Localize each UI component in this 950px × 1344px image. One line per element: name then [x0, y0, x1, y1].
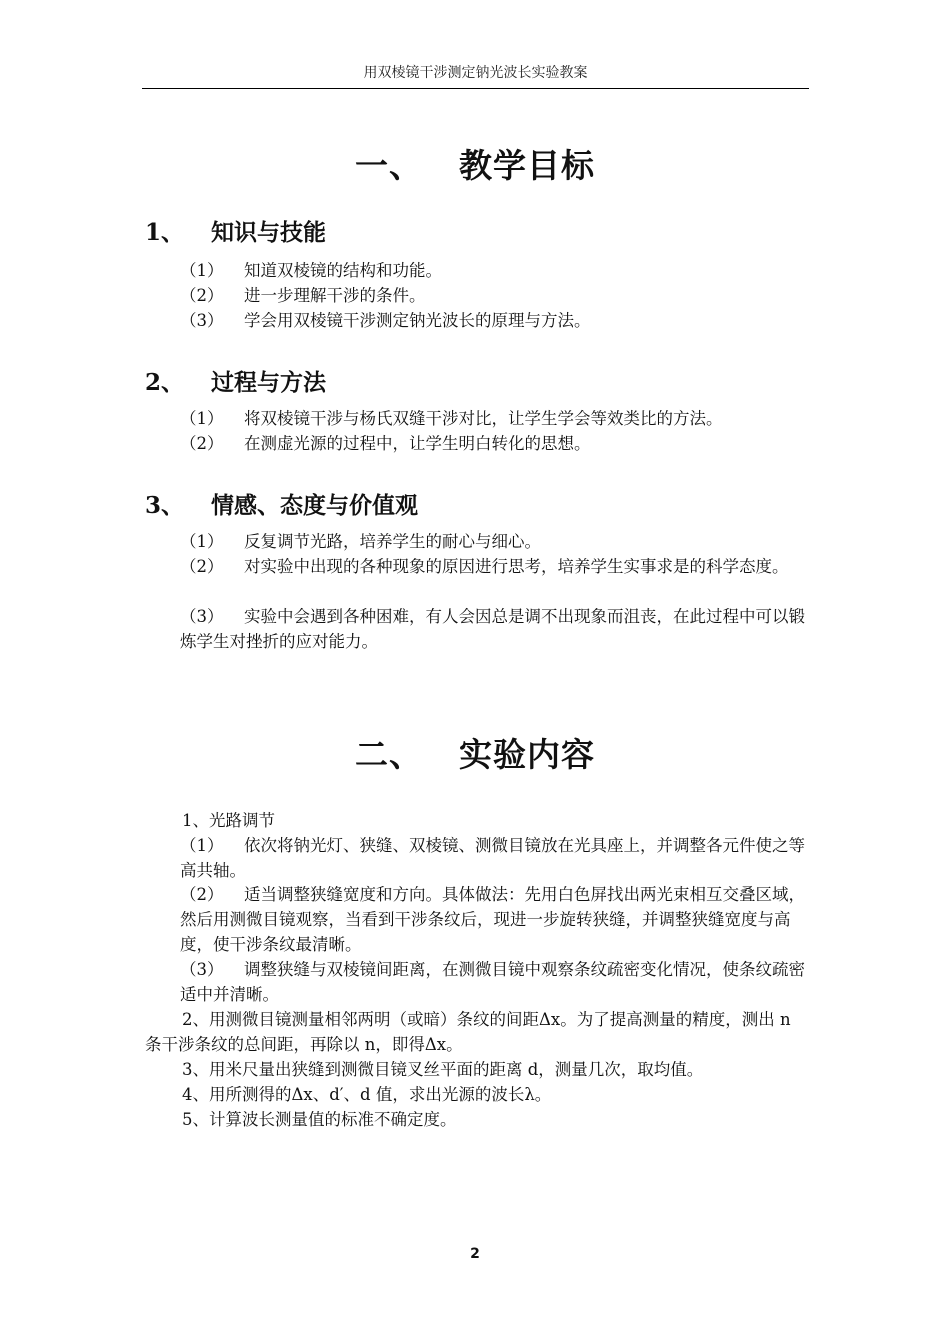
- subsection-heading-2: 2、 过程与方法: [145, 369, 326, 396]
- subsection-heading-3: 3、 情感、态度与价值观: [145, 492, 418, 519]
- list-item: （2） 适当调整狭缝宽度和方向。具体做法：先用白色屏找出两光束相互交叠区域，然后用测微目镜观察，当看到干涉条纹后，现进一步旋转狭缝，并调整狭缝宽度与高度，使干涉条纹最清晰。: [180, 885, 805, 954]
- list-item: （2） 进一步理解干涉的条件。: [180, 286, 426, 305]
- section-heading-1: [0, 140, 950, 187]
- step-title: 1、光路调节: [182, 811, 275, 830]
- list-item: （1） 反复调节光路，培养学生的耐心与细心。: [180, 532, 541, 551]
- running-header: 用双棱镜干涉测定钠光波长实验教案: [142, 62, 809, 89]
- section-heading-2: 二、 实验内容: [355, 735, 595, 774]
- list-item: （3） 学会用双棱镜干涉测定钠光波长的原理与方法。: [180, 311, 591, 330]
- list-item: （3） 实验中会遇到各种困难，有人会因总是调不出现象而沮丧，在此过程中可以锻炼学生对挫折的应对能力。: [180, 607, 805, 651]
- list-item: （2） 在测虚光源的过程中，让学生明白转化的思想。: [180, 434, 591, 453]
- list-item: （2） 对实验中出现的各种现象的原因进行思考，培养学生实事求是的科学态度。: [180, 557, 789, 576]
- step-3: 3、用米尺量出狭缝到测微目镜叉丝平面的距离 d，测量几次，取均值。: [182, 1060, 704, 1079]
- section-number: 一、: [355, 146, 423, 185]
- list-item: （1） 将双棱镜干涉与杨氏双缝干涉对比，让学生学会等效类比的方法。: [180, 409, 723, 428]
- step-5: 5、计算波长测量值的标准不确定度。: [182, 1110, 457, 1129]
- step-4: 4、用所测得的Δx、d′、d 值，求出光源的波长λ。: [182, 1085, 552, 1104]
- list-item: （1） 依次将钠光灯、狭缝、双棱镜、测微目镜放在光具座上，并调整各元件使之等高共轴。: [180, 836, 805, 880]
- list-item: （3） 调整狭缝与双棱镜间距离，在测微目镜中观察条纹疏密变化情况，使条纹疏密适中并清晰。: [180, 960, 805, 1004]
- step-2: 2、用测微目镜测量相邻两明（或暗）条纹的间距Δx。为了提高测量的精度，测出 n 条干涉条纹的总间距，再除以 n，即得Δx。: [145, 1010, 791, 1054]
- subsection-heading-1: 1、 知识与技能: [145, 219, 326, 246]
- section-title: 教学目标: [459, 146, 595, 185]
- list-item: （1） 知道双棱镜的结构和功能。: [180, 261, 442, 280]
- page-number: 2: [470, 1246, 480, 1262]
